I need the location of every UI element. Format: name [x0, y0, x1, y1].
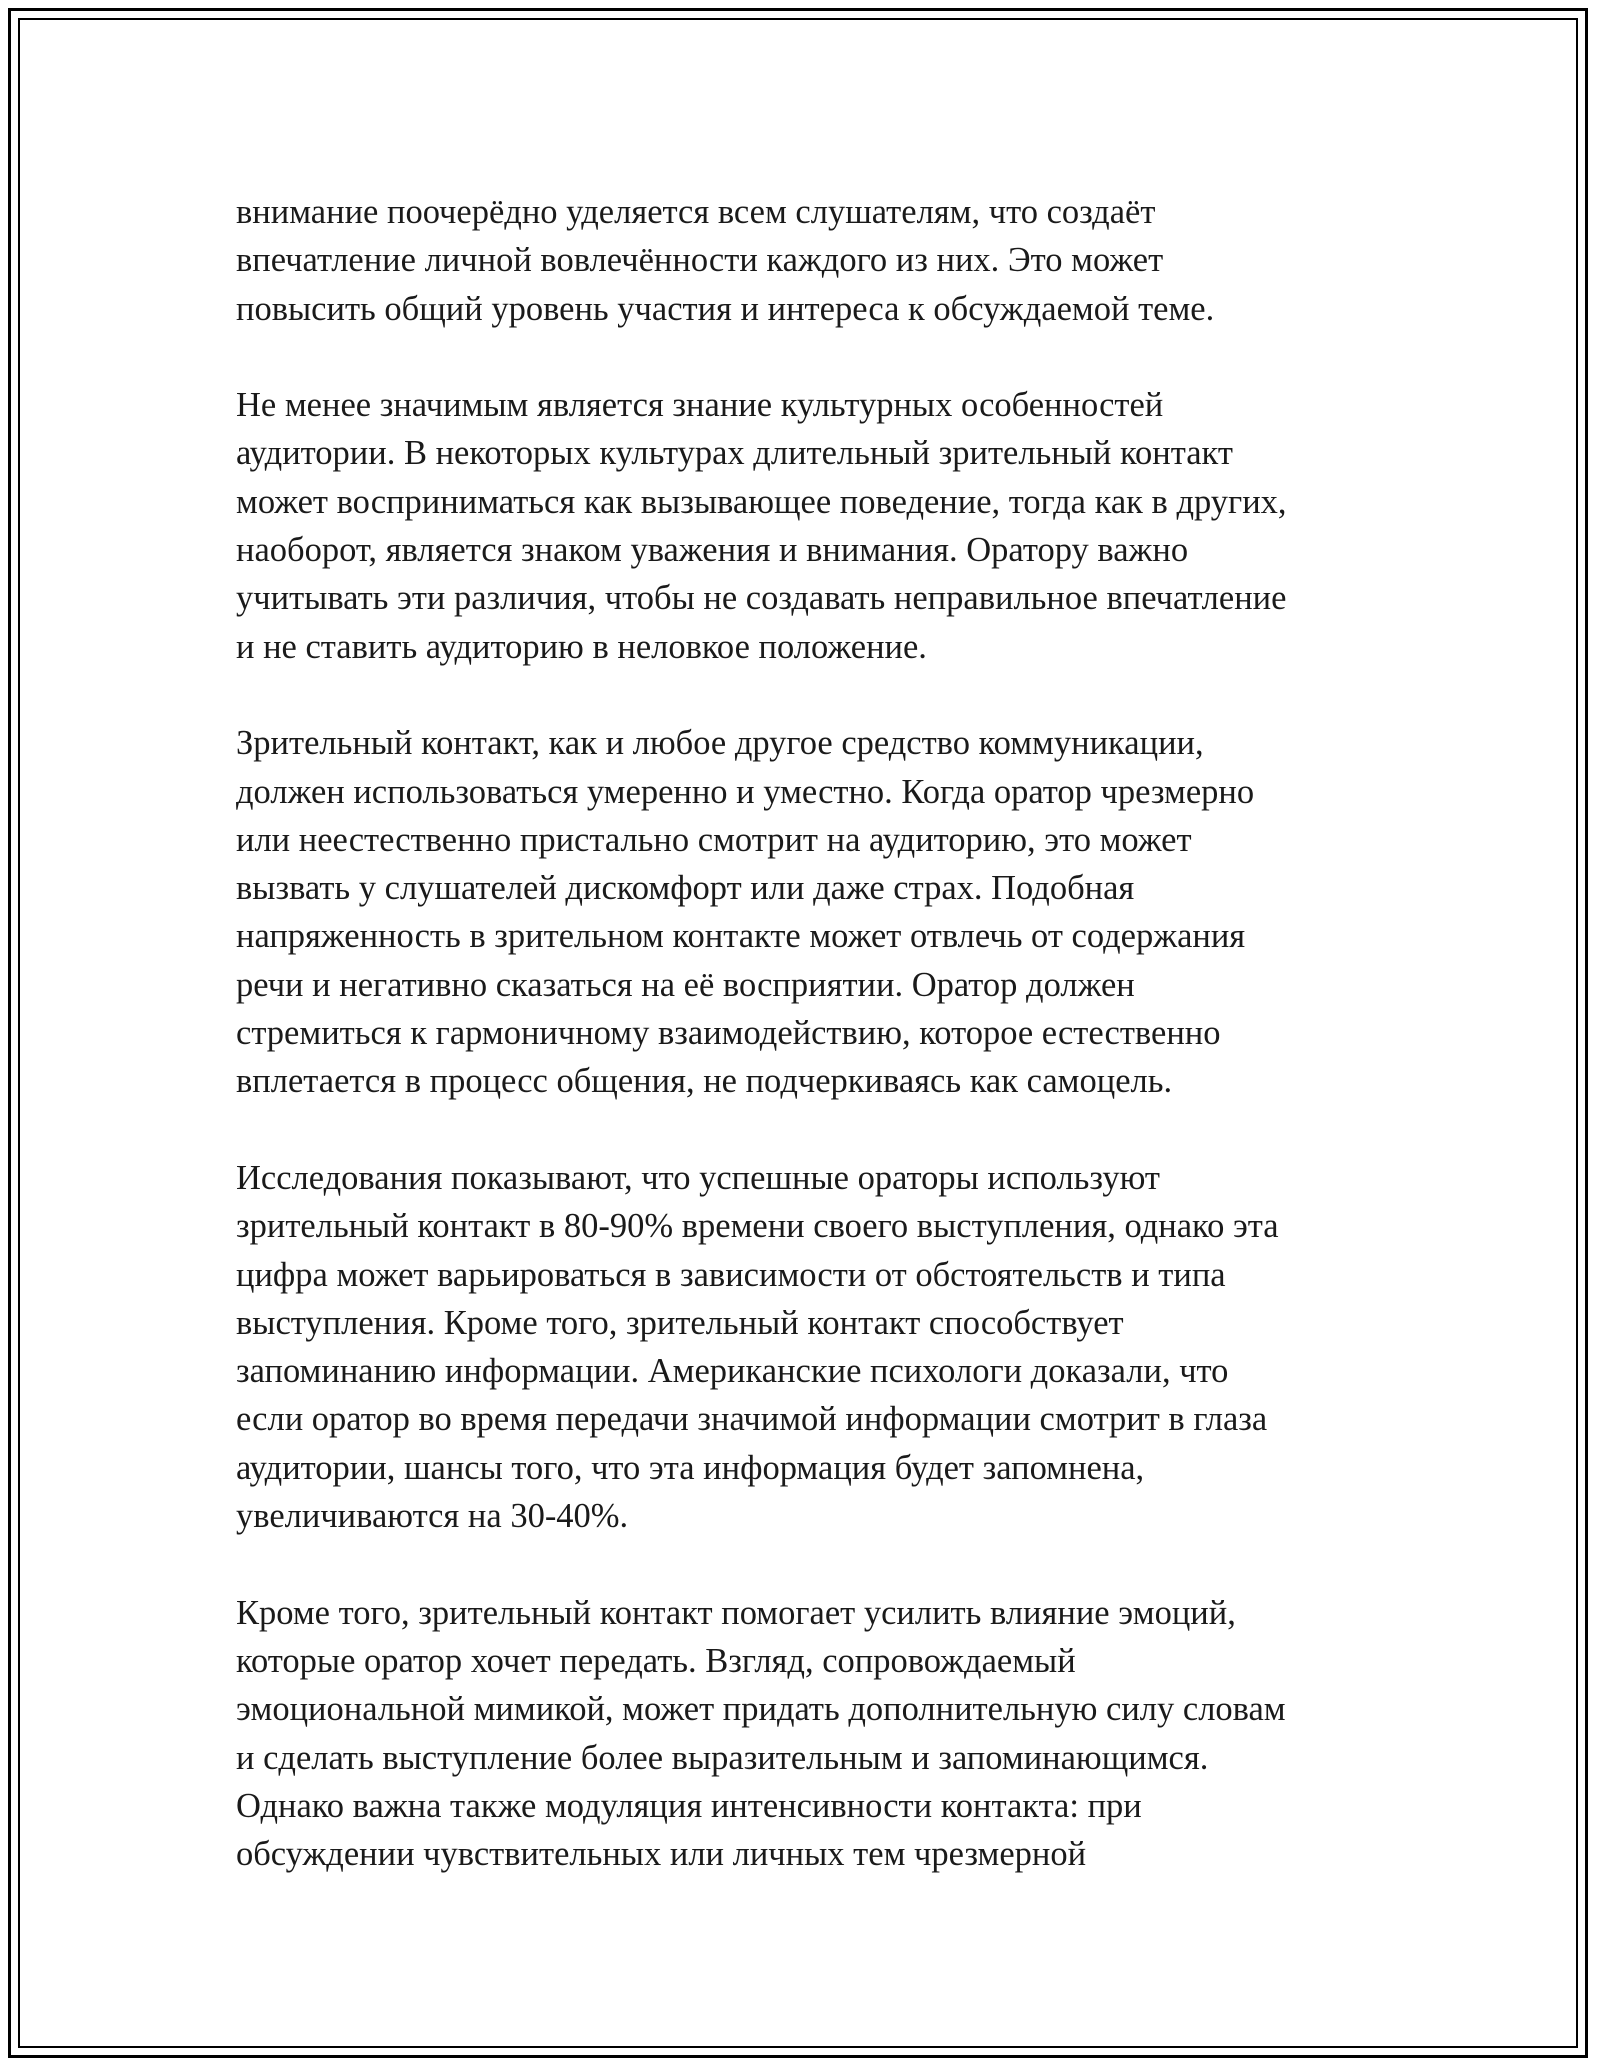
text-line: цифра может варьироваться в зависимости от обстоятельств и типа — [236, 1255, 1226, 1294]
text-line: Зрительный контакт, как и любое другое средство коммуникации, — [236, 724, 1204, 763]
text-line: вызвать у слушателей дискомфорт или даже страх. Подобная — [236, 869, 1135, 908]
text-line: Исследования показывают, что успешные ораторы используют — [236, 1158, 1160, 1197]
text-line: увеличиваются на 30-40%. — [236, 1497, 629, 1536]
text-line: которые оратор хочет передать. Взгляд, сопровождаемый — [236, 1641, 1076, 1680]
text-line: впечатление личной вовлечённости каждого из них. Это может — [236, 241, 1164, 280]
text-line: внимание поочерёдно уделяется всем слушателям, что создаёт — [236, 193, 1156, 231]
text-line: аудитории, шансы того, что эта информация будет запомнена, — [236, 1448, 1145, 1487]
paragraph-5 — [236, 1589, 1366, 1879]
paragraph-3 — [236, 719, 1366, 1105]
text-line: речи и негативно сказаться на её восприятии. Оратор должен — [236, 965, 1135, 1004]
text-line: и не ставить аудиторию в неловкое положение. — [236, 627, 927, 666]
paragraph-4 — [236, 1154, 1366, 1540]
text-line: учитывать эти различия, чтобы не создавать неправильное впечатление — [236, 579, 1287, 618]
text-line: если оратор во время передачи значимой информации смотрит в глаза — [236, 1400, 1268, 1439]
text-line: аудитории. В некоторых культурах длительный зрительный контакт — [236, 434, 1233, 473]
text-line: стремиться к гармоничному взаимодействию, которое естественно — [236, 1014, 1221, 1053]
text-line: должен использоваться умеренно и уместно. Когда оратор чрезмерно — [236, 772, 1255, 811]
text-line: может восприниматься как вызывающее поведение, тогда как в других, — [236, 482, 1287, 521]
text-line: вплетается в процесс общения, не подчеркиваясь как самоцель. — [236, 1062, 1173, 1101]
text-line: Не менее значимым является знание культурных особенностей — [236, 386, 1164, 425]
text-line: Кроме того, зрительный контакт помогает усилить влияние эмоций, — [236, 1593, 1236, 1632]
document-body — [236, 188, 1366, 1927]
paragraph-1 — [236, 188, 1366, 333]
text-line: запоминанию информации. Американские психологи доказали, что — [236, 1352, 1229, 1391]
text-line: и сделать выступление более выразительным и запоминающимся. — [236, 1738, 1209, 1777]
text-line: или неестественно пристально смотрит на аудиторию, это может — [236, 820, 1192, 859]
text-line: обсуждении чувствительных или личных тем чрезмерной — [236, 1835, 1087, 1874]
paragraph-2 — [236, 381, 1366, 671]
text-line: напряженность в зрительном контакте может отвлечь от содержания — [236, 917, 1246, 956]
text-line: эмоциональной мимикой, может придать дополнительную силу словам — [236, 1690, 1286, 1729]
text-line: Однако важна также модуляция интенсивности контакта: при — [236, 1786, 1142, 1825]
text-line: зрительный контакт в 80-90% времени своего выступления, однако эта — [236, 1207, 1279, 1246]
text-line: повысить общий уровень участия и интереса к обсуждаемой теме. — [236, 289, 1215, 328]
text-line: выступления. Кроме того, зрительный контакт способствует — [236, 1303, 1124, 1342]
text-line: наоборот, является знаком уважения и внимания. Оратору важно — [236, 531, 1189, 570]
